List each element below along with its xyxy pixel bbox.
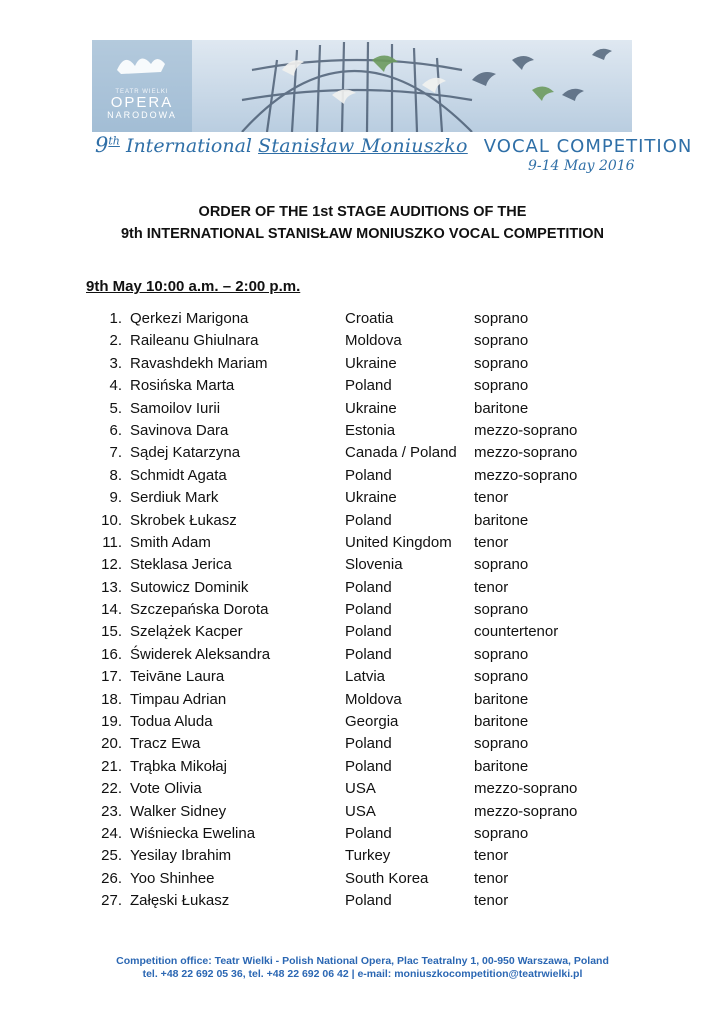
participant-name: Tracz Ewa: [130, 735, 201, 753]
participant-name: Savinova Dara: [130, 421, 229, 439]
participant-name: Yoo Shinhee: [130, 869, 215, 887]
list-item: [0, 577, 725, 599]
participant-number: 12.: [101, 556, 122, 574]
participant-name: Qerkezi Marigona: [130, 310, 249, 327]
participant-number: 18.: [101, 690, 122, 708]
participant-number: 10.: [101, 511, 122, 529]
participant-number: 17.: [101, 668, 122, 686]
participant-voice: soprano: [474, 556, 529, 574]
list-item: [0, 621, 725, 643]
logo-small-text: TEATR WIELKI: [115, 89, 169, 95]
participant-voice: baritone: [474, 757, 529, 775]
participant-number: 7.: [109, 444, 122, 462]
session-time: 9th May 10:00 a.m. – 2:00 p.m.: [86, 278, 301, 295]
participant-name: Smith Adam: [130, 533, 211, 551]
participant-number: 16.: [101, 645, 122, 663]
participant-name: Walker Sidney: [130, 802, 227, 820]
participant-name: Sądej Katarzyna: [130, 444, 241, 462]
opera-logo: [92, 40, 192, 132]
participant-voice: baritone: [474, 511, 529, 529]
participant-name: Teivāne Laura: [130, 668, 225, 686]
list-item: [0, 778, 725, 800]
participants-list: [0, 308, 725, 913]
participant-number: 2.: [109, 332, 122, 350]
participant-country: Poland: [345, 824, 392, 842]
participant-number: 25.: [101, 847, 122, 865]
footer-address: Competition office: Teatr Wielki - Polish National Opera, Plac Teatralny 1, 00-950 Warszawa, Poland: [116, 955, 609, 967]
competition-number: 9: [95, 133, 109, 157]
participant-country: Poland: [345, 892, 392, 910]
participant-name: Samoilov Iurii: [130, 399, 221, 417]
participant-country: Poland: [345, 757, 392, 775]
participant-name: Szelążek Kacper: [130, 623, 243, 641]
participant-name: Skrobek Łukasz: [130, 511, 237, 529]
list-item: [0, 756, 725, 778]
participant-number: 20.: [101, 735, 122, 753]
participant-voice: mezzo-soprano: [474, 802, 578, 820]
list-item: [0, 420, 725, 442]
list-item: [0, 733, 725, 755]
participant-country: Moldova: [345, 690, 402, 708]
logo-sub-text: NARODOWA: [107, 110, 177, 120]
participant-country: Poland: [345, 601, 392, 619]
participant-number: 21.: [101, 757, 122, 775]
list-item: [0, 845, 725, 867]
participant-name: Trąbka Mikołaj: [130, 757, 227, 775]
list-item: [0, 666, 725, 688]
participant-country: Moldova: [345, 332, 402, 350]
participant-country: Ukraine: [345, 399, 397, 417]
participant-voice: soprano: [474, 668, 529, 686]
header-banner: [92, 40, 632, 132]
participant-country: Georgia: [345, 713, 399, 731]
participant-voice: soprano: [474, 601, 529, 619]
participant-country: Poland: [345, 645, 392, 663]
document-heading-line2: 9th INTERNATIONAL STANISŁAW MONIUSZKO VOCAL COMPETITION: [120, 226, 605, 242]
participant-country: USA: [345, 780, 376, 798]
participant-number: 5.: [109, 399, 122, 417]
list-item: [0, 868, 725, 890]
participant-name: Wiśniecka Ewelina: [130, 824, 256, 842]
participant-country: USA: [345, 802, 376, 820]
list-item: [0, 465, 725, 487]
participant-number: 3.: [109, 354, 122, 372]
participant-country: Ukraine: [345, 489, 397, 507]
competition-post: VOCAL COMPETITION: [483, 136, 693, 157]
competition-name: Stanisław Moniuszko: [258, 135, 468, 157]
participant-name: Raileanu Ghiulnara: [130, 332, 259, 350]
list-item: [0, 554, 725, 576]
participant-voice: tenor: [474, 578, 509, 596]
participant-number: 27.: [101, 892, 122, 910]
participant-country: Croatia: [345, 310, 394, 327]
participant-number: 19.: [101, 713, 122, 731]
participant-voice: mezzo-soprano: [474, 466, 578, 484]
participant-voice: baritone: [474, 399, 529, 417]
participant-number: 26.: [101, 869, 122, 887]
participant-name: Rosińska Marta: [130, 377, 235, 395]
competition-pre: International: [125, 135, 252, 157]
participant-voice: mezzo-soprano: [474, 444, 578, 462]
participant-number: 1.: [109, 310, 122, 327]
participant-number: 11.: [102, 533, 122, 551]
participant-number: 4.: [109, 377, 122, 395]
participant-voice: soprano: [474, 735, 529, 753]
participant-country: Poland: [345, 511, 392, 529]
list-item: [0, 308, 725, 330]
participant-name: Sutowicz Dominik: [130, 578, 249, 596]
participant-country: Latvia: [345, 668, 386, 686]
participant-name: Todua Aluda: [130, 713, 213, 731]
participant-country: South Korea: [345, 869, 429, 887]
participant-number: 13.: [101, 578, 122, 596]
participant-country: Slovenia: [345, 556, 403, 574]
participant-number: 23.: [101, 802, 122, 820]
participant-voice: tenor: [474, 489, 509, 507]
participant-voice: baritone: [474, 713, 529, 731]
participant-name: Załęski Łukasz: [130, 892, 230, 910]
participant-name: Schmidt Agata: [130, 466, 227, 484]
participant-country: Poland: [345, 466, 392, 484]
participant-voice: baritone: [474, 690, 529, 708]
list-item: [0, 823, 725, 845]
list-item: [0, 532, 725, 554]
list-item: [0, 353, 725, 375]
participant-number: 14.: [101, 601, 122, 619]
participant-voice: mezzo-soprano: [474, 780, 578, 798]
participant-country: Poland: [345, 735, 392, 753]
participant-name: Steklasa Jerica: [130, 556, 232, 574]
list-item: [0, 689, 725, 711]
participant-number: 8.: [109, 466, 122, 484]
list-item: [0, 375, 725, 397]
participant-name: Yesilay Ibrahim: [130, 847, 232, 865]
participant-country: Estonia: [345, 421, 396, 439]
participant-name: Timpau Adrian: [130, 690, 227, 708]
participant-voice: soprano: [474, 377, 529, 395]
participant-voice: soprano: [474, 354, 529, 372]
list-item: [0, 487, 725, 509]
participant-voice: tenor: [474, 869, 509, 887]
participant-voice: tenor: [474, 892, 509, 910]
list-item: [0, 711, 725, 733]
participant-number: 15.: [101, 623, 122, 641]
list-item: [0, 644, 725, 666]
participant-country: Canada / Poland: [345, 444, 457, 462]
participant-voice: tenor: [474, 533, 509, 551]
participant-country: Poland: [345, 578, 392, 596]
logo-main-text: OPERA: [110, 94, 174, 111]
competition-number-suffix: th: [108, 134, 120, 148]
footer-contact: tel. +48 22 692 05 36, tel. +48 22 692 06 42 | e-mail: moniuszkocompetition@teatrwielki.pl: [142, 968, 583, 980]
participant-name: Vote Olivia: [130, 780, 202, 798]
participant-country: Ukraine: [345, 354, 397, 372]
participant-voice: soprano: [474, 332, 529, 350]
list-item: [0, 330, 725, 352]
participant-number: 9.: [109, 489, 122, 507]
document-heading-line1: ORDER OF THE 1st STAGE AUDITIONS OF THE: [198, 204, 527, 220]
list-item: [0, 599, 725, 621]
competition-dates: 9-14 May 2016: [528, 158, 635, 174]
participant-number: 6.: [109, 421, 122, 439]
list-item: [0, 510, 725, 532]
participant-number: 24.: [101, 824, 122, 842]
participant-name: Serdiuk Mark: [130, 489, 219, 507]
participant-country: United Kingdom: [345, 533, 452, 551]
participant-country: Poland: [345, 623, 392, 641]
list-item: [0, 442, 725, 464]
participant-number: 22.: [101, 780, 122, 798]
participant-voice: mezzo-soprano: [474, 421, 578, 439]
participant-name: Ravashdekh Mariam: [130, 354, 268, 372]
participant-voice: soprano: [474, 824, 529, 842]
participant-name: Szczepańska Dorota: [130, 601, 269, 619]
participant-voice: countertenor: [474, 623, 559, 641]
participant-name: Świderek Aleksandra: [130, 645, 271, 663]
participant-country: Poland: [345, 377, 392, 395]
participant-voice: tenor: [474, 847, 509, 865]
participant-country: Turkey: [345, 847, 391, 865]
list-item: [0, 890, 725, 912]
participant-voice: soprano: [474, 645, 529, 663]
participant-voice: soprano: [474, 310, 529, 327]
list-item: [0, 801, 725, 823]
list-item: [0, 398, 725, 420]
